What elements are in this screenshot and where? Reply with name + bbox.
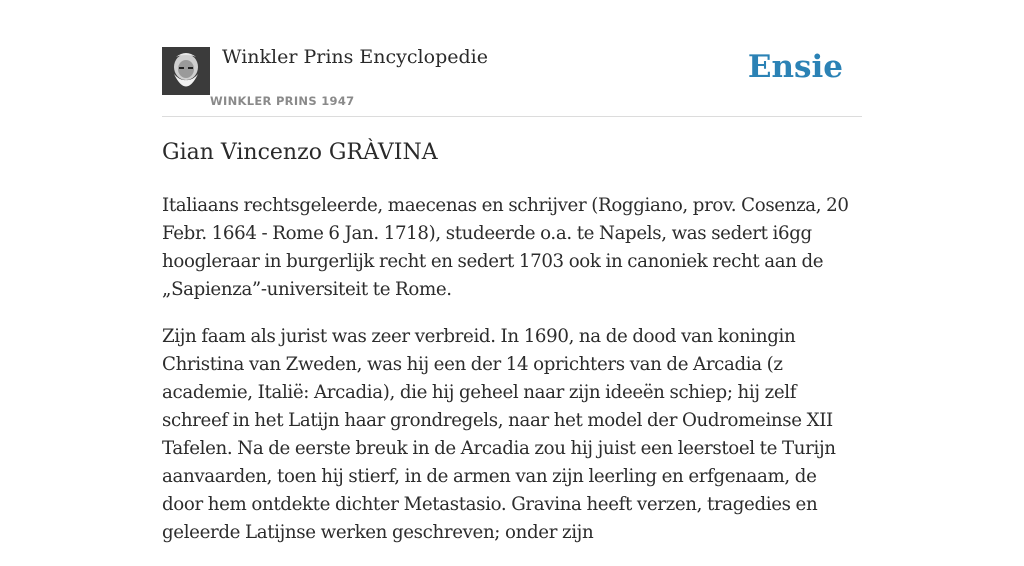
source-subtitle: WINKLER PRINS 1947 bbox=[210, 94, 355, 108]
source-header bbox=[162, 0, 862, 117]
ensie-logo-link[interactable]: Ensie bbox=[747, 49, 843, 85]
source-title[interactable]: Winkler Prins Encyclopedie bbox=[222, 46, 488, 68]
page bbox=[162, 0, 862, 543]
entry-title: Gian Vincenzo GRÀVINA bbox=[162, 140, 438, 165]
article-body bbox=[162, 192, 862, 566]
bearded-man-portrait-icon bbox=[162, 47, 210, 95]
paragraph: Zijn faam als jurist was zeer verbreid. In 1690, na de dood van koningin Christina van Zweden, was hij een der 14 oprichters van de Arcadia (z academie, Italië: Arcadia), die hij geheel naar zijn ideeën schiep; hij zelf schreef in het Latijn haar grondregels, naar het model der Oudromeinse XII Tafelen. Na de eerste breuk in de Arcadia zou hij juist een leerstoel te Turijn aanvaarden, toen hij stierf, in de armen van zijn leerling en erfgenaam, de door hem ontdekte dichter Metastasio. Gravina heeft verzen, tragedies en geleerde Latijnse werken geschreven; onder zijn bbox=[162, 326, 836, 543]
paragraph: Italiaans rechtsgeleerde, maecenas en schrijver (Roggiano, prov. Cosenza, 20 Febr. 1664 - Rome 6 Jan. 1718), studeerde o.a. te Napels, was sedert i6gg hoogleraar in burgerlijk recht en sedert 1703 ook in canoniek recht aan de „Sapienza”-universiteit te Rome. bbox=[162, 195, 849, 300]
